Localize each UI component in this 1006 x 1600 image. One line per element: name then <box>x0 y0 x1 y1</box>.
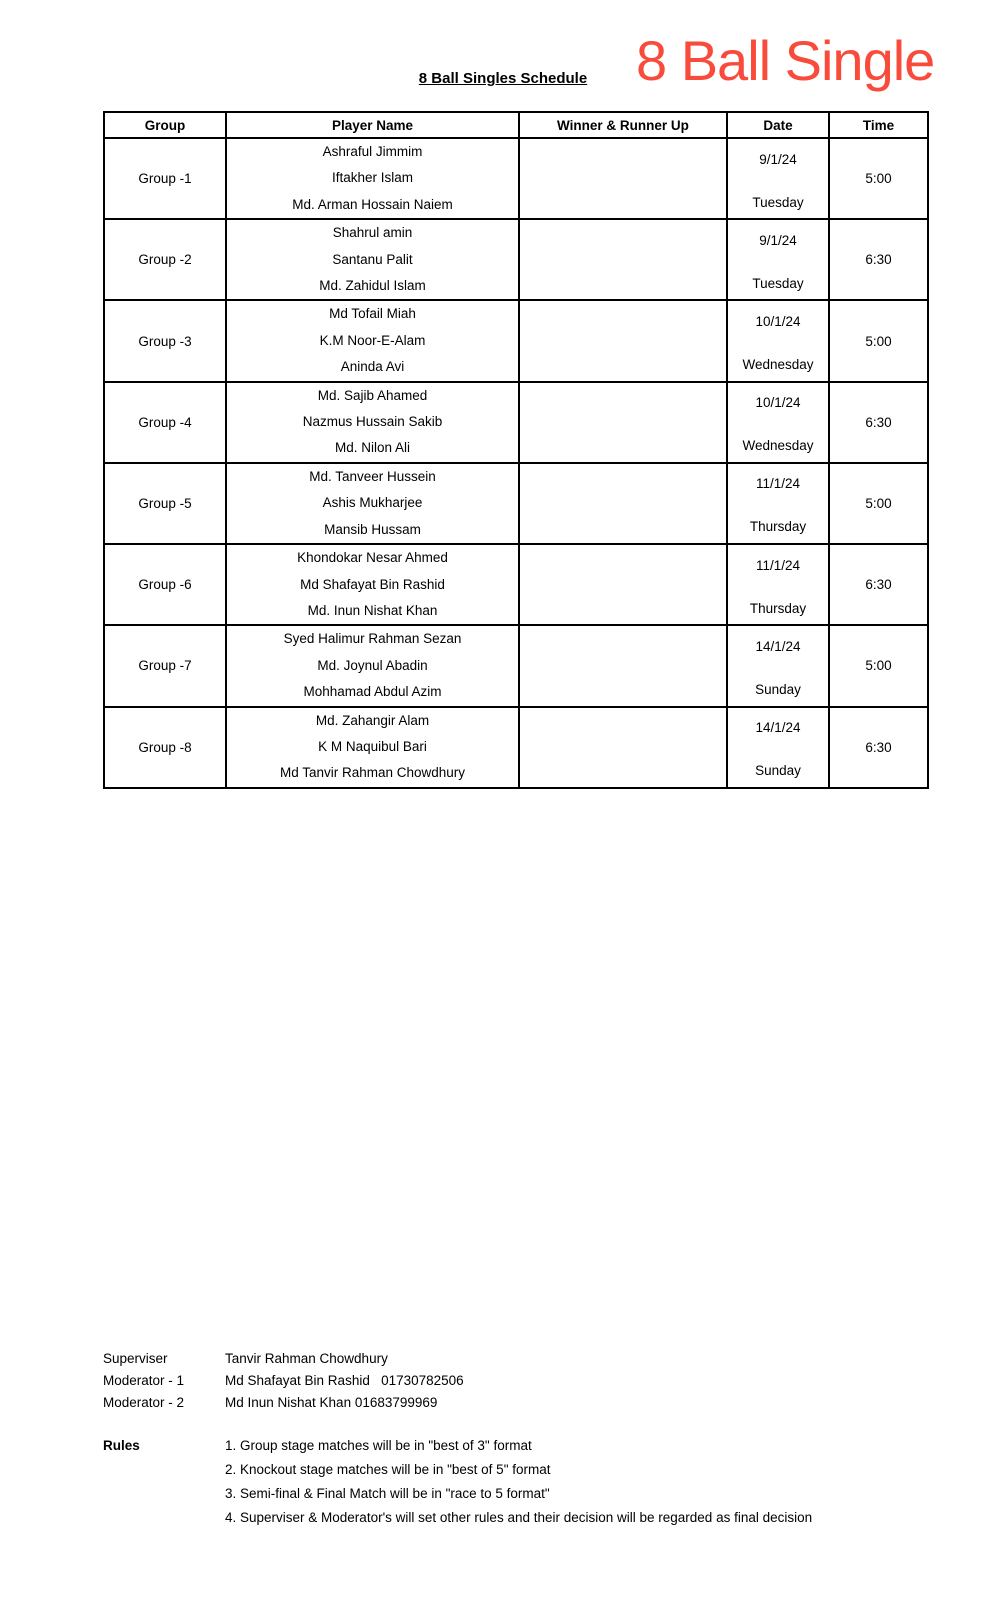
date-day-stack <box>728 629 828 703</box>
day-text: Sunday <box>755 681 801 697</box>
player-names-cell[interactable] <box>226 382 519 463</box>
rule-item: 1. Group stage matches will be in "best of 3" format <box>225 1438 532 1453</box>
time-text: 6:30 <box>865 577 892 593</box>
staff-value: Md Shafayat Bin Rashid 01730782506 <box>225 1373 464 1388</box>
date-day-stack <box>728 223 828 297</box>
staff-label: Superviser <box>103 1351 168 1366</box>
player-name: Md. Tanveer Hussein <box>309 468 436 484</box>
group-name: Group -3 <box>138 333 192 349</box>
winner-runnerup-cell[interactable] <box>519 463 727 544</box>
group-name: Group -4 <box>138 414 192 430</box>
day-text: Tuesday <box>752 194 804 210</box>
player-name: Iftakher Islam <box>331 170 414 186</box>
overlay-title: 8 Ball Single <box>636 29 935 92</box>
time-cell[interactable] <box>829 219 928 300</box>
date-cell[interactable] <box>727 219 829 300</box>
player-name: Md. Sajib Ahamed <box>317 387 428 403</box>
day-text: Thursday <box>749 600 807 616</box>
date-cell[interactable] <box>727 138 829 219</box>
winner-runnerup-cell[interactable] <box>519 625 727 706</box>
player-name: Md. Arman Hossain Naiem <box>292 196 453 212</box>
date-text: 9/1/24 <box>759 151 797 167</box>
day-text: Sunday <box>755 763 801 779</box>
date-text: 9/1/24 <box>759 232 797 248</box>
rules-label: Rules <box>103 1438 140 1453</box>
winner-runnerup-cell[interactable] <box>519 300 727 381</box>
date-text: 10/1/24 <box>755 314 801 330</box>
group-row <box>104 463 928 544</box>
player-names-cell[interactable] <box>226 138 519 219</box>
player-name: Ashraful Jimmim <box>322 144 423 159</box>
group-row <box>104 219 928 300</box>
staff-value: Tanvir Rahman Chowdhury <box>225 1351 388 1366</box>
column-header: Player Name <box>226 112 519 138</box>
player-names-cell[interactable] <box>226 544 519 625</box>
player-name: Md. Joynul Abadin <box>317 657 428 673</box>
group-name-cell[interactable] <box>104 707 226 788</box>
player-names-cell[interactable] <box>226 463 519 544</box>
rule-item: 3. Semi-final & Final Match will be in "race to 5 format" <box>225 1486 550 1501</box>
winner-runnerup-cell[interactable] <box>519 138 727 219</box>
column-header: Winner & Runner Up <box>519 112 727 138</box>
time-text: 5:00 <box>865 495 892 511</box>
time-cell[interactable] <box>829 625 928 706</box>
player-name: Md. Zahidul Islam <box>319 278 426 294</box>
player-name: Aninda Avi <box>340 359 405 375</box>
player-name: Mansib Hussam <box>324 521 421 537</box>
column-header: Date <box>727 112 829 138</box>
group-name: Group -5 <box>138 495 192 511</box>
date-cell[interactable] <box>727 463 829 544</box>
time-cell[interactable] <box>829 138 928 219</box>
player-name: Khondokar Nesar Ahmed <box>297 550 448 566</box>
group-name: Group -6 <box>138 577 192 593</box>
group-name: Group -8 <box>138 739 192 755</box>
time-cell[interactable] <box>829 463 928 544</box>
staff-list <box>103 1348 464 1414</box>
date-day-stack <box>728 142 828 216</box>
group-name-cell[interactable] <box>104 219 226 300</box>
date-cell[interactable] <box>727 382 829 463</box>
player-name: Syed Halimur Rahman Sezan <box>283 631 462 647</box>
player-names-cell[interactable] <box>226 625 519 706</box>
time-text: 6:30 <box>865 252 892 268</box>
date-text: 11/1/24 <box>755 476 801 492</box>
date-cell[interactable] <box>727 544 829 625</box>
group-name-cell[interactable] <box>104 625 226 706</box>
player-name: Mohhamad Abdul Azim <box>303 684 442 700</box>
group-row <box>104 138 928 219</box>
staff-row-moderator-2 <box>103 1392 464 1414</box>
time-text: 5:00 <box>865 171 892 187</box>
group-row <box>104 382 928 463</box>
time-cell[interactable] <box>829 544 928 625</box>
group-name-cell[interactable] <box>104 544 226 625</box>
date-text: 14/1/24 <box>755 720 801 736</box>
player-name: Shahrul amin <box>332 225 413 241</box>
group-row <box>104 300 928 381</box>
player-names-cell[interactable] <box>226 219 519 300</box>
date-day-stack <box>728 710 828 784</box>
date-day-stack <box>728 385 828 459</box>
player-name: Md. Inun Nishat Khan <box>307 602 438 618</box>
group-row <box>104 707 928 788</box>
date-day-stack <box>728 548 828 622</box>
date-text: 10/1/24 <box>755 395 801 411</box>
group-schedule-table <box>103 111 929 789</box>
doc-title: 8 Ball Singles Schedule <box>418 70 588 87</box>
date-day-stack <box>728 466 828 540</box>
staff-row-superviser <box>103 1348 464 1370</box>
player-name: Md Tanvir Rahman Chowdhury <box>279 765 466 781</box>
time-text: 5:00 <box>865 658 892 674</box>
group-name-cell[interactable] <box>104 463 226 544</box>
date-cell[interactable] <box>727 625 829 706</box>
player-name: Ashis Mukharjee <box>322 495 423 511</box>
player-name: K.M Noor-E-Alam <box>319 332 426 348</box>
staff-label: Moderator - 2 <box>103 1395 185 1410</box>
player-name: K M Naquibul Bari <box>318 738 427 754</box>
player-name: Md. Zahangir Alam <box>315 712 430 728</box>
rule-item: 2. Knockout stage matches will be in "best of 5" format <box>225 1462 551 1477</box>
time-text: 6:30 <box>865 414 892 430</box>
staff-label: Moderator - 1 <box>103 1373 185 1388</box>
group-name: Group -7 <box>138 658 192 674</box>
day-text: Tuesday <box>752 275 804 291</box>
group-name: Group -1 <box>138 171 192 187</box>
time-cell[interactable] <box>829 300 928 381</box>
rule-item: 4. Superviser & Moderator's will set other rules and their decision will be regarded as final decision <box>225 1510 813 1525</box>
date-cell[interactable] <box>727 707 829 788</box>
group-name-cell[interactable] <box>104 300 226 381</box>
group-row <box>104 625 928 706</box>
player-name: Santanu Palit <box>332 251 413 267</box>
staff-value: Md Inun Nishat Khan 01683799969 <box>225 1395 438 1410</box>
winner-runnerup-cell[interactable] <box>519 219 727 300</box>
time-text: 5:00 <box>865 333 892 349</box>
time-cell[interactable] <box>829 382 928 463</box>
rules-section <box>103 1434 812 1530</box>
player-names-cell[interactable] <box>226 300 519 381</box>
group-table-header-row <box>104 112 928 138</box>
player-name: Md. Nilon Ali <box>334 440 411 456</box>
player-name: Nazmus Hussain Sakib <box>302 414 443 430</box>
player-name: Md Tofail Miah <box>329 306 416 322</box>
winner-runnerup-cell[interactable] <box>519 707 727 788</box>
player-name: Md Shafayat Bin Rashid <box>300 576 445 592</box>
date-day-stack <box>728 304 828 378</box>
group-name-cell[interactable] <box>104 138 226 219</box>
date-text: 11/1/24 <box>755 557 801 573</box>
day-text: Wednesday <box>742 438 814 454</box>
winner-runnerup-cell[interactable] <box>519 382 727 463</box>
player-names-cell[interactable] <box>226 707 519 788</box>
column-header: Time <box>829 112 928 138</box>
group-name-cell[interactable] <box>104 382 226 463</box>
winner-runnerup-cell[interactable] <box>519 544 727 625</box>
column-header: Group <box>104 112 226 138</box>
rules-items <box>225 1434 812 1530</box>
group-row <box>104 544 928 625</box>
group-name: Group -2 <box>138 252 192 268</box>
day-text: Thursday <box>749 519 807 535</box>
date-cell[interactable] <box>727 300 829 381</box>
time-cell[interactable] <box>829 707 928 788</box>
time-text: 6:30 <box>865 739 892 755</box>
day-text: Wednesday <box>742 357 814 373</box>
staff-row-moderator-1 <box>103 1370 464 1392</box>
date-text: 14/1/24 <box>755 638 801 654</box>
